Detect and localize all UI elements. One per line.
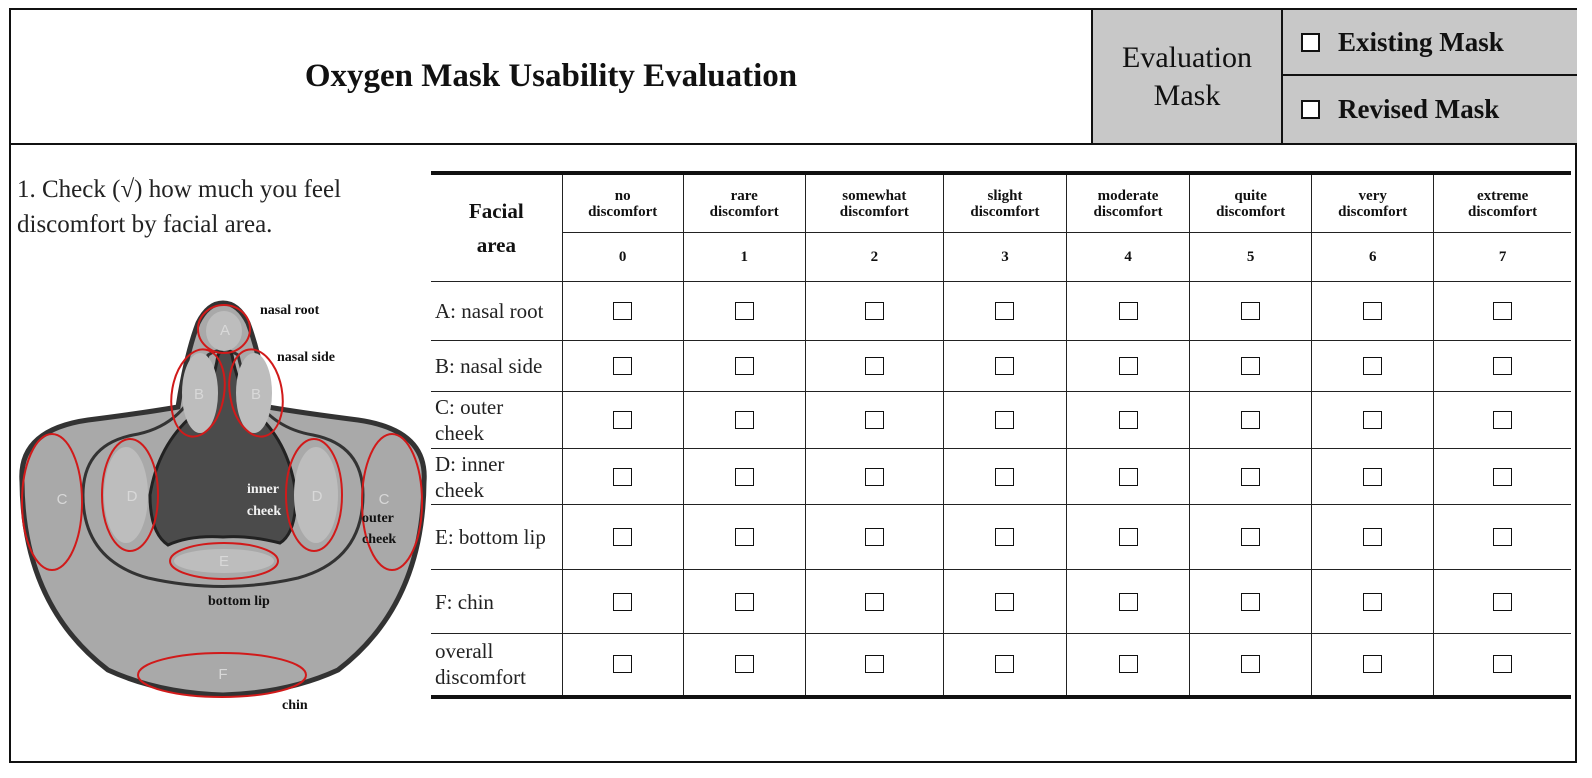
level-7-value: 7 [1434,233,1571,282]
rating-checkbox[interactable] [1493,528,1512,546]
rating-checkbox[interactable] [1363,302,1382,320]
row-label-line1: D: inner [435,451,505,476]
question-line2: discomfort by facial area. [17,211,273,238]
rating-checkbox[interactable] [1493,357,1512,375]
rating-cell [1312,449,1434,505]
question-text [17,172,427,242]
level-5-line2: discomfort [1216,203,1286,220]
level-1-value: 1 [683,233,805,282]
level-3-line2: discomfort [970,203,1040,220]
rating-cell [683,341,805,392]
level-6-value: 6 [1312,233,1434,282]
rating-checkbox[interactable] [613,411,632,429]
rating-checkbox[interactable] [1363,411,1382,429]
rating-checkbox[interactable] [735,655,754,673]
rating-cell [943,449,1066,505]
rating-checkbox[interactable] [1241,357,1260,375]
rating-checkbox[interactable] [1363,655,1382,673]
rating-cell [1312,282,1434,341]
rating-cell [1067,392,1190,449]
facial-area-diagram [18,295,428,725]
level-6-header [1312,173,1434,233]
rating-cell [943,341,1066,392]
row-label-line1: B: nasal side [435,354,543,378]
rating-cell [1434,505,1571,570]
level-1-header [683,173,805,233]
table-row [431,282,1571,341]
rating-cell [1190,634,1312,697]
rating-cell [1434,449,1571,505]
rating-cell [805,392,943,449]
rating-cell [1434,341,1571,392]
rating-checkbox[interactable] [735,593,754,611]
question-line1: 1. Check (√) how much you feel [17,176,342,203]
rating-cell [562,570,683,634]
rating-checkbox[interactable] [865,302,884,320]
rating-checkbox[interactable] [1119,302,1138,320]
callout-bottom-lip: bottom lip [208,594,270,609]
table-row [431,570,1571,634]
level-7-line2: discomfort [1468,203,1538,220]
table-row [431,449,1571,505]
existing-mask-checkbox[interactable] [1301,33,1320,52]
rating-checkbox[interactable] [995,302,1014,320]
callout-chin: chin [282,698,308,713]
rating-cell [943,282,1066,341]
discomfort-rating-table [431,171,1571,699]
rating-cell [1434,282,1571,341]
rating-cell [1067,449,1190,505]
rating-cell [943,570,1066,634]
rating-cell [562,634,683,697]
level-5-line1: quite [1234,187,1267,204]
rating-checkbox[interactable] [1493,411,1512,429]
rating-checkbox[interactable] [865,357,884,375]
rating-checkbox[interactable] [735,302,754,320]
rating-cell [943,634,1066,697]
table-row [431,634,1571,697]
rating-cell [805,449,943,505]
rating-checkbox[interactable] [1241,593,1260,611]
rating-cell [1067,570,1190,634]
level-4-line2: discomfort [1093,203,1163,220]
rating-checkbox[interactable] [1241,468,1260,486]
row-label-line2: discomfort [435,665,526,690]
rating-cell [683,449,805,505]
row-label-line1: C: outer [435,395,504,419]
table-row [431,505,1571,570]
rating-checkbox[interactable] [1119,528,1138,546]
rating-cell [805,341,943,392]
rating-checkbox[interactable] [865,593,884,611]
callout-nasal-root: nasal root [260,303,320,318]
region-letter-b-right: B [250,385,262,403]
rating-checkbox[interactable] [995,593,1014,611]
row-label [431,341,562,392]
level-3-line1: slight [987,187,1023,204]
rating-cell [562,341,683,392]
rating-checkbox[interactable] [995,468,1014,486]
row-label-line2: cheek [435,421,484,445]
rating-cell [1190,505,1312,570]
level-3-header [943,173,1066,233]
rating-checkbox[interactable] [613,357,632,375]
row-label [431,505,562,570]
rating-checkbox[interactable] [1119,655,1138,673]
rating-cell [1312,341,1434,392]
level-2-header [805,173,943,233]
form-header [11,10,1575,145]
level-2-value: 2 [805,233,943,282]
rating-checkbox[interactable] [1363,468,1382,486]
rating-checkbox[interactable] [995,528,1014,546]
rating-checkbox[interactable] [735,528,754,546]
region-letter-a: A [219,321,231,339]
table-row [431,392,1571,449]
row-label [431,392,562,449]
row-label [431,282,562,341]
rating-cell [1190,341,1312,392]
rating-cell [1312,505,1434,570]
facial-area-header-line2: area [476,233,516,257]
rating-cell [1067,341,1190,392]
rating-cell [1190,570,1312,634]
rating-checkbox[interactable] [1363,528,1382,546]
rating-checkbox[interactable] [865,655,884,673]
level-5-value: 5 [1190,233,1312,282]
region-letter-c-right: C [378,490,390,508]
rating-cell [683,634,805,697]
level-0-value: 0 [562,233,683,282]
rating-cell [562,449,683,505]
form-title: Oxygen Mask Usability Evaluation [304,58,798,94]
region-letter-c-left: C [56,490,68,508]
rating-cell [1312,634,1434,697]
callout-outer-cheek-2: cheek [362,532,397,547]
rating-cell [683,505,805,570]
rating-checkbox[interactable] [865,468,884,486]
rating-checkbox[interactable] [613,302,632,320]
row-label [431,634,562,697]
level-1-line2: discomfort [709,203,779,220]
callout-nasal-side: nasal side [277,350,335,365]
rating-cell [805,282,943,341]
rating-cell [1434,634,1571,697]
rating-checkbox[interactable] [1493,655,1512,673]
facial-area-header [431,173,562,282]
row-label-line2: cheek [435,477,484,502]
rating-checkbox[interactable] [995,655,1014,673]
rating-checkbox[interactable] [613,655,632,673]
level-3-value: 3 [943,233,1066,282]
level-5-header [1190,173,1312,233]
rating-body [431,282,1571,697]
rating-cell [805,570,943,634]
level-1-line1: rare [730,187,758,204]
existing-mask-label: Existing Mask [1338,26,1504,57]
rating-cell [683,570,805,634]
rating-checkbox[interactable] [1493,468,1512,486]
rating-checkbox[interactable] [1493,302,1512,320]
rating-cell [562,282,683,341]
rating-checkbox[interactable] [995,411,1014,429]
region-letter-d-right: D [311,487,323,505]
row-label [431,570,562,634]
rating-checkbox[interactable] [865,528,884,546]
region-letter-e: E [218,552,230,570]
evaluation-mask-label-line2: Mask [1153,78,1221,112]
rating-cell [1312,570,1434,634]
rating-checkbox[interactable] [865,411,884,429]
revised-mask-label: Revised Mask [1338,94,1500,124]
level-7-line1: extreme [1476,187,1529,204]
level-2-line1: somewhat [842,187,907,204]
callout-outer-cheek-1: outer [362,511,394,526]
rating-checkbox[interactable] [1119,411,1138,429]
level-4-header [1067,173,1190,233]
rating-checkbox[interactable] [995,357,1014,375]
rating-cell [683,282,805,341]
rating-cell [1190,449,1312,505]
rating-cell [1067,634,1190,697]
region-letter-d-left: D [126,487,138,505]
rating-cell [943,505,1066,570]
existing-mask-option[interactable] [1281,10,1577,76]
rating-checkbox[interactable] [1119,468,1138,486]
table-row [431,341,1571,392]
rating-checkbox[interactable] [735,357,754,375]
level-4-value: 4 [1067,233,1190,282]
rating-cell [943,392,1066,449]
facial-area-header-line1: Facial [468,199,524,223]
rating-cell [1312,392,1434,449]
rating-checkbox[interactable] [735,411,754,429]
rating-checkbox[interactable] [1241,528,1260,546]
row-label-line1: A: nasal root [435,299,544,323]
row-label [431,449,562,505]
level-6-line2: discomfort [1338,203,1408,220]
revised-mask-checkbox[interactable] [1301,100,1320,119]
rating-checkbox[interactable] [1119,593,1138,611]
rating-checkbox[interactable] [1363,593,1382,611]
level-0-header [562,173,683,233]
row-label-line1: F: chin [435,589,494,614]
callout-inner-cheek-1: inner [247,482,279,497]
level-2-line2: discomfort [839,203,909,220]
rating-checkbox[interactable] [613,528,632,546]
level-6-line1: very [1358,187,1387,204]
rating-cell [1067,505,1190,570]
level-0-line1: no [614,187,631,204]
rating-cell [1190,282,1312,341]
rating-cell [1067,282,1190,341]
region-letter-f: F [218,665,228,683]
rating-checkbox[interactable] [613,593,632,611]
rating-checkbox[interactable] [1119,357,1138,375]
row-label-line1: overall [435,639,494,664]
rating-cell [1434,392,1571,449]
callout-inner-cheek-2: cheek [246,504,282,519]
rating-cell [683,392,805,449]
level-0-line2: discomfort [588,203,658,220]
rating-checkbox[interactable] [1241,302,1260,320]
rating-checkbox[interactable] [1363,357,1382,375]
rating-cell [562,505,683,570]
evaluation-mask-label-line1: Evaluation [1122,40,1252,74]
rating-cell [562,392,683,449]
rating-checkbox[interactable] [1241,411,1260,429]
level-number-row [431,233,1571,282]
revised-mask-option[interactable] [1281,76,1577,143]
evaluation-mask-label [1091,10,1281,143]
row-label-line1: E: bottom lip [435,525,546,549]
rating-checkbox[interactable] [613,468,632,486]
region-letter-b-left: B [193,385,205,403]
level-7-header [1434,173,1571,233]
level-4-line1: moderate [1097,187,1159,204]
rating-checkbox[interactable] [735,468,754,486]
rating-cell [805,505,943,570]
rating-cell [1190,392,1312,449]
rating-cell [1434,570,1571,634]
rating-checkbox[interactable] [1241,655,1260,673]
rating-cell [805,634,943,697]
level-label-row [431,173,1571,233]
rating-checkbox[interactable] [1493,593,1512,611]
